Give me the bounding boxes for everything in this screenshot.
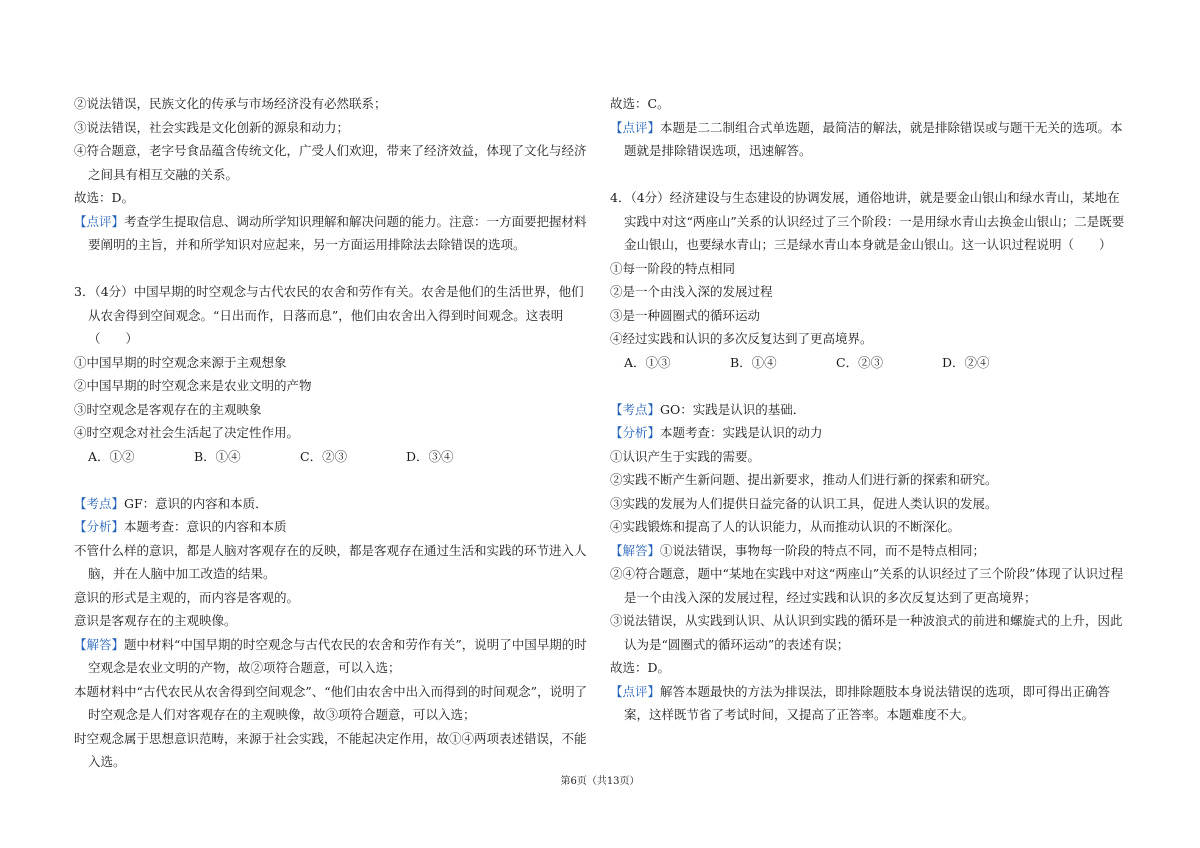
q3-review — [610, 116, 1132, 163]
q4-analysis-2: ②实践不断产生新问题、提出新要求，推动人们进行新的探索和研究。 — [610, 472, 998, 487]
right-column — [610, 92, 1132, 727]
spacer — [610, 163, 1132, 187]
q4-analysis — [610, 421, 1132, 445]
q4-analysis-1: ①认识产生于实践的需要。 — [610, 448, 761, 464]
q3-point — [74, 492, 594, 516]
analysis-text: 本题考查：意识的内容和本质 — [124, 519, 287, 534]
q4-solution — [610, 539, 1132, 563]
q3-stem: 3．（4分）中国早期的时空观念与古代农民的农舍和劳作有关。农舍是他们的生活世界，他们从农舍得到空间观念。“日出而作，日落而息”，他们由农舍出入得到时间观念。这表明（ ） — [74, 284, 584, 346]
q3-analysis-1: 不管什么样的意识，都是人脑对客观存在的反映，都是客观存在通过生活和实践的环节进入人脑，并在人脑中加工改造的结果。 — [74, 542, 587, 581]
option-c: C．②③ — [836, 354, 884, 370]
solution-text: ①说法错误，事物每一阶段的特点不同，而不是特点相同； — [660, 542, 986, 558]
page-footer: 第6页（共13页） — [560, 776, 640, 787]
q4-statement-3: ③是一种圆圈式的循环运动 — [610, 307, 761, 323]
q3-analysis — [74, 515, 594, 539]
q2-review — [74, 210, 594, 257]
q3-statement-4: ④时空观念对社会生活起了决定性作用。 — [74, 425, 300, 440]
q3-statement-1: ①中国早期的时空观念来源于主观想象 — [74, 354, 287, 370]
q3-solution — [74, 633, 594, 680]
point-text: GF：意识的内容和本质． — [124, 495, 268, 511]
review-tag: 【点评】 — [610, 119, 661, 135]
q4-statement-4: ④经过实践和认识的多次反复达到了更高境界。 — [610, 331, 873, 346]
analysis-text: 本题考查：实践是认识的动力 — [660, 425, 823, 440]
review-tag: 【点评】 — [610, 683, 661, 699]
q4-answer: 故选：D。 — [610, 660, 671, 675]
option-a: A．①③ — [624, 354, 671, 370]
point-tag: 【考点】 — [610, 401, 661, 417]
q2-statement-3: ③说法错误，社会实践是文化创新的源泉和动力； — [74, 119, 350, 135]
analysis-tag: 【分析】 — [74, 519, 125, 534]
q2-statement-4: ④符合题意，老字号食品蕴含传统文化，广受人们欢迎，带来了经济效益，体现了文化与经济之间具有相互交融的关系。 — [74, 143, 587, 182]
solution-tag: 【解答】 — [74, 636, 125, 652]
spacer — [610, 374, 1132, 398]
q4-solution-3: ③说法错误，从实践到认识、从认识到实践的循环是一种波浪式的前进和螺旋式的上升，因此认为是“圆圈式的循环运动”的表述有误； — [610, 613, 1123, 652]
q4-analysis-4: ④实践锻炼和提高了人的认识能力，从而推动认识的不断深化。 — [610, 519, 961, 534]
option-a: A．①② — [88, 448, 135, 464]
q3-answer: 故选：C。 — [610, 96, 670, 111]
q3-statement-2: ②中国早期的时空观念来是农业文明的产物 — [74, 378, 312, 393]
q4-statement-1: ①每一阶段的特点相同 — [610, 260, 736, 276]
review-text: 解答本题最快的方法为排误法，即排除题肢本身说法错误的选项，即可得出正确答案，这样既节省了考试时间，又提高了正答率。本题难度不大。 — [624, 683, 1111, 722]
review-text: 本题是二二制组合式单选题，最简洁的解法，就是排除错误或与题干无关的选项。本题就是排除错误选项，迅速解答。 — [624, 119, 1123, 158]
spacer — [74, 468, 594, 492]
q4-statement-2: ②是一个由浅入深的发展过程 — [610, 284, 773, 299]
review-tag: 【点评】 — [74, 213, 125, 229]
option-b: B．①④ — [194, 448, 241, 464]
option-b: B．①④ — [730, 354, 777, 370]
q4-solution-2: ②④符合题意，题中“某地在实践中对这“两座山”关系的认识经过了三个阶段”体现了认识过程是一个由浅入深的发展过程，经过实践和认识的多次反复达到了更高境界； — [610, 566, 1124, 605]
q2-statement-2: ②说法错误，民族文化的传承与市场经济没有必然联系； — [74, 96, 387, 111]
q2-answer: 故选：D。 — [74, 190, 135, 205]
q4-review — [610, 680, 1132, 727]
option-c: C．②③ — [300, 448, 348, 464]
q3-analysis-2: 意识的形式是主观的，而内容是客观的。 — [74, 589, 300, 605]
point-text: GO：实践是认识的基础． — [660, 401, 806, 417]
analysis-tag: 【分析】 — [610, 425, 661, 440]
q3-solution-3: 时空观念属于思想意识范畴，来源于社会实践，不能起决定作用，故①④两项表述错误，不能入选。 — [74, 730, 587, 769]
option-d: D．②④ — [942, 354, 990, 370]
review-text: 考查学生提取信息、调动所学知识理解和解决问题的能力。注意：一方面要把握材料要阐明的主旨，并和所学知识对应起来，另一方面运用排除法去除错误的选项。 — [88, 213, 587, 252]
q4-analysis-3: ③实践的发展为人们提供日益完备的认识工具，促进人类认识的发展。 — [610, 495, 998, 511]
option-d: D．③④ — [406, 448, 454, 464]
q3-options — [74, 445, 594, 469]
q4-point — [610, 398, 1132, 422]
q4-options — [610, 351, 1132, 375]
q3-analysis-3: 意识是客观存在的主观映像。 — [74, 613, 237, 628]
q3-statement-3: ③时空观念是客观存在的主观映象 — [74, 401, 262, 417]
solution-text: 题中材料“中国早期的时空观念与古代农民的农舍和劳作有关”，说明了中国早期的时空观念是农业文明的产物，故②项符合题意，可以入选； — [88, 636, 587, 675]
q4-stem: 4．（4分）经济建设与生态建设的协调发展，通俗地讲，就是要金山银山和绿水青山，某地在实践中对这“两座山”关系的认识经过了三个阶段：一是用绿水青山去换金山银山；二是既要金山银山，也要绿水青山；三是绿水青山本身就是金山银山。这一认识过程说明（ ） — [610, 190, 1125, 252]
point-tag: 【考点】 — [74, 495, 125, 511]
q3-solution-2: 本题材料中“古代农民从农舍得到空间观念”、“他们由农舍中出入而得到的时间观念”，说明了时空观念是人们对客观存在的主观映像，故③项符合题意，可以入选； — [74, 683, 588, 722]
solution-tag: 【解答】 — [610, 542, 661, 558]
left-column — [74, 92, 594, 774]
spacer — [74, 257, 594, 281]
